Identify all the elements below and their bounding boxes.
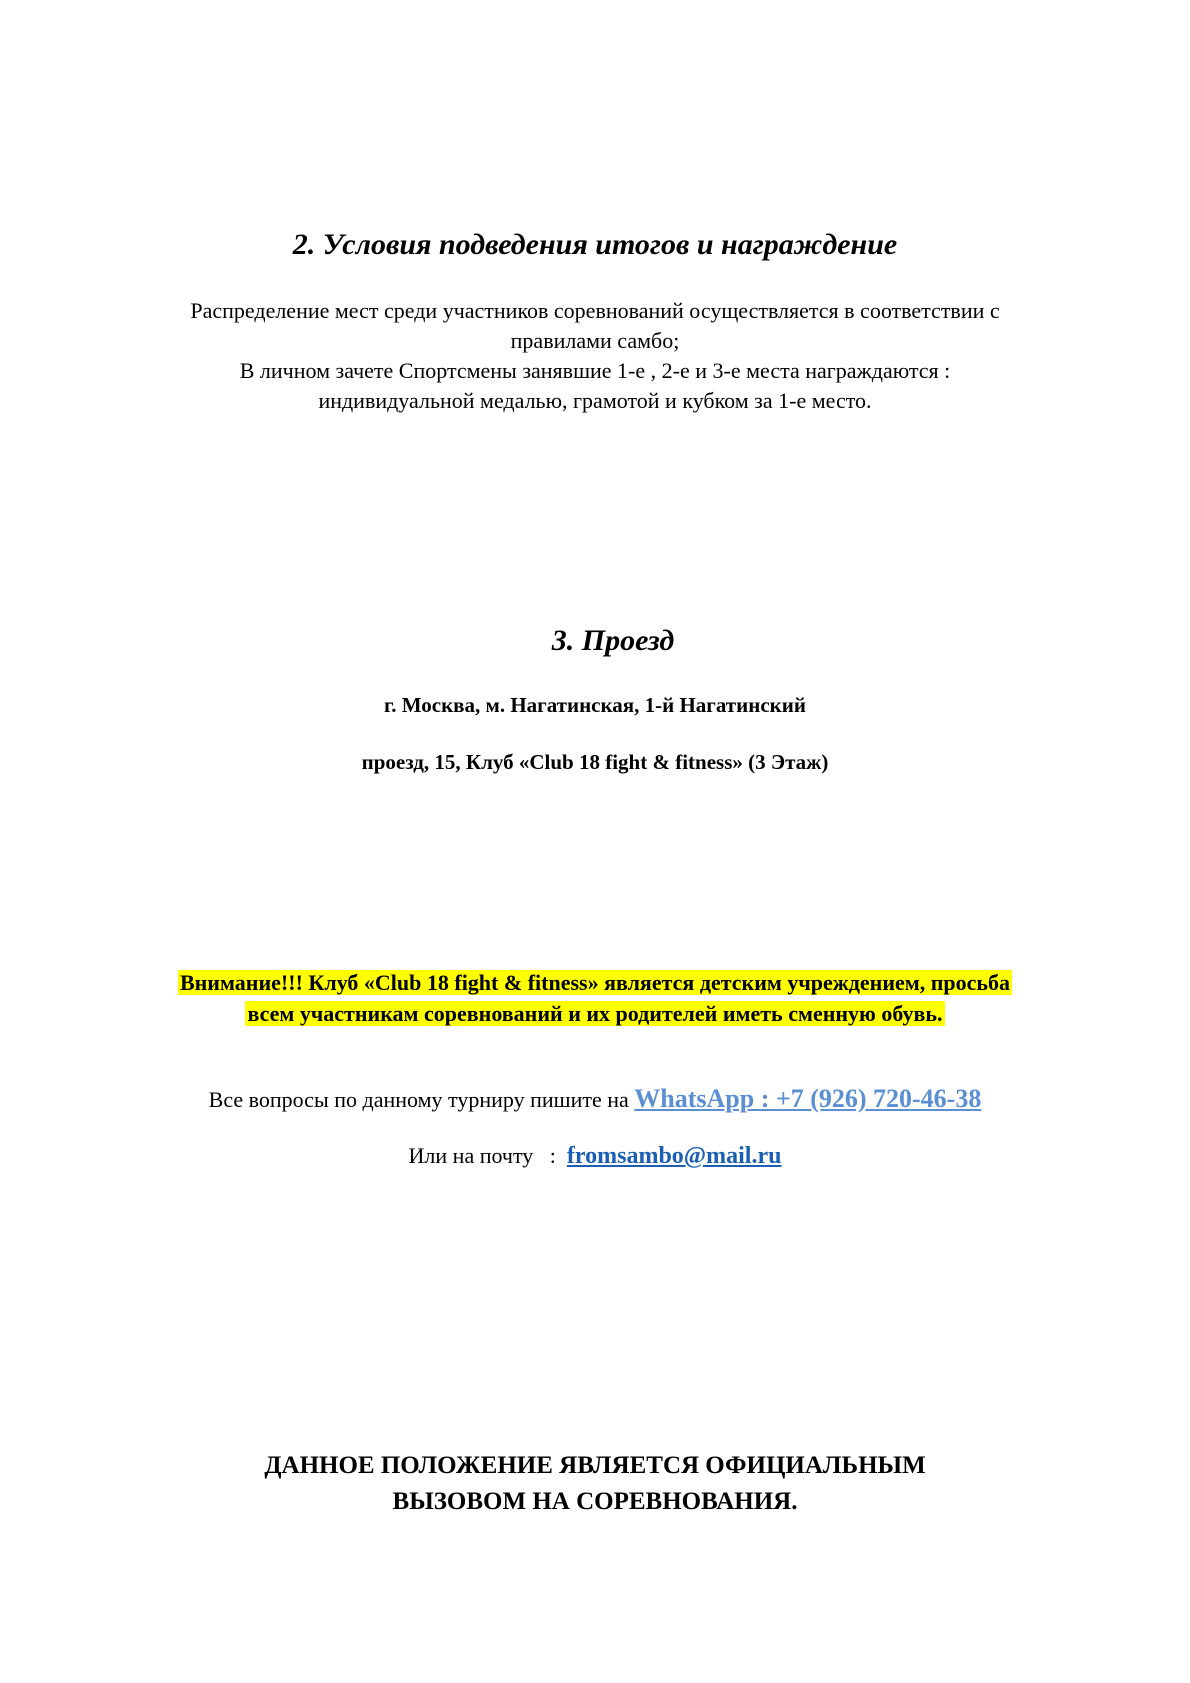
section-3-heading: 3. Проезд — [551, 624, 675, 657]
section-2-line-2: правилами самбо; — [510, 328, 680, 353]
section-2-line-1: Распределение мест среди участников соревнований осуществляется в соответствии с — [190, 298, 1000, 323]
questions-line — [0, 1084, 1190, 1114]
section-2-heading: 2. Условия подведения итогов и награждение — [292, 228, 898, 261]
mail-line — [0, 1143, 1190, 1170]
mail-link[interactable]: fromsambo@mail.ru — [566, 1143, 782, 1169]
whatsapp-link[interactable]: WhatsApp : +7 (926) 720-46-38 — [634, 1084, 982, 1113]
notice-line-1-wrap — [0, 970, 1190, 996]
section-2-line-3: В личном зачете Спортсмены занявшие 1-е , 2-е и 3-е места награждаются : — [239, 358, 951, 383]
questions-text: Все вопросы по данному турниру пишите на — [208, 1087, 635, 1112]
address-line-1: г. Москва, м. Нагатинская, 1-й Нагатинский — [384, 693, 806, 717]
mail-text: Или на почту : — [408, 1143, 567, 1168]
footer-line-1: ДАННОЕ ПОЛОЖЕНИЕ ЯВЛЯЕТСЯ ОФИЦИАЛЬНЫМ — [264, 1452, 926, 1479]
notice-line-2: всем участникам соревнований и их родителей иметь сменную обувь. — [247, 1001, 943, 1026]
section-2-line-4: индивидуальной медалью, грамотой и кубком за 1-е место. — [318, 388, 872, 413]
footer-line-2: ВЫЗОВОМ НА СОРЕВНОВАНИЯ. — [392, 1488, 798, 1515]
notice-line-2-wrap — [0, 1001, 1190, 1027]
notice-line-1: Внимание!!! Клуб «Club 18 fight & fitness» является детским учреждением, просьба — [179, 970, 1011, 995]
address-line-2: проезд, 15, Клуб «Club 18 fight & fitness» (3 Этаж) — [361, 750, 829, 774]
